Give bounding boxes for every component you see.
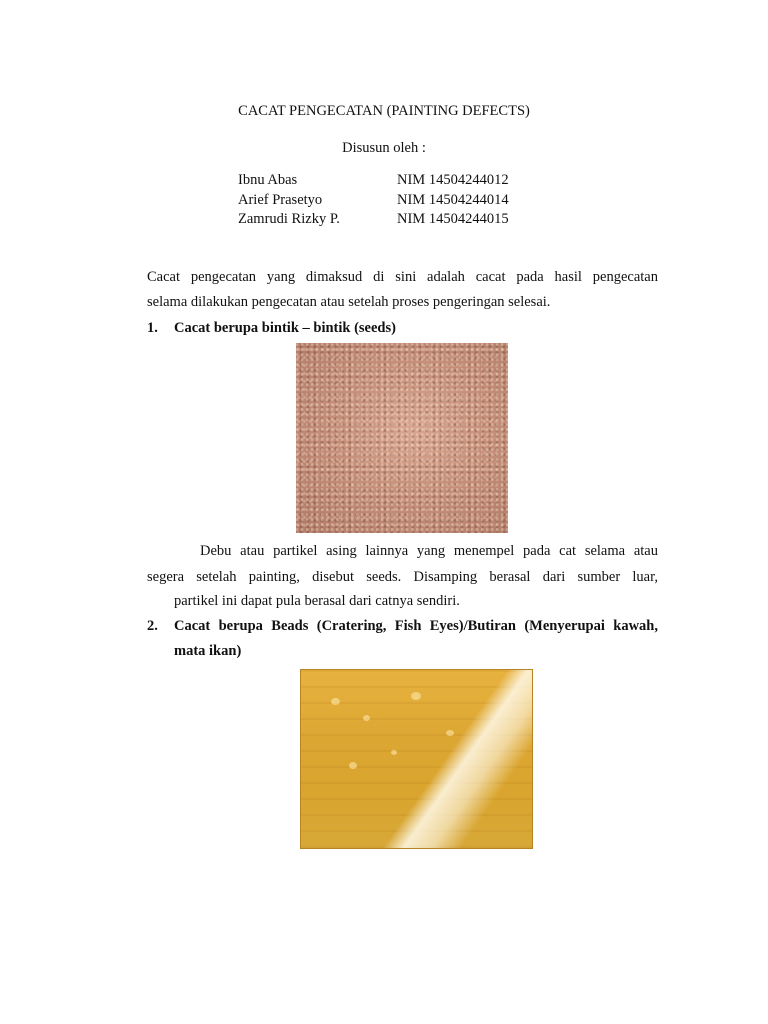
author-nim: NIM 14504244014 <box>397 192 509 208</box>
document-title: CACAT PENGECATAN (PAINTING DEFECTS) <box>238 103 530 119</box>
author-row <box>238 172 578 194</box>
intro-line: Cacat pengecatan yang dimaksud di sini adalah cacat pada hasil pengecatan <box>147 269 658 285</box>
author-row <box>238 211 578 233</box>
section-body-line: partikel ini dapat pula berasal dari catnya sendiri. <box>174 593 460 609</box>
section-body-line: segera setelah painting, disebut seeds. Disamping berasal dari sumber luar, <box>147 569 658 585</box>
section-heading: Cacat berupa bintik – bintik (seeds) <box>174 320 396 336</box>
bead-spot <box>349 762 357 769</box>
intro-line: selama dilakukan pengecatan atau setelah proses pengeringan selesai. <box>147 294 551 310</box>
prepared-by-label: Disusun oleh : <box>342 140 426 156</box>
bead-spot <box>363 715 370 721</box>
author-name: Zamrudi Rizky P. <box>238 211 340 227</box>
bead-spot <box>391 750 397 755</box>
section-heading: Cacat berupa Beads (Cratering, Fish Eyes)/Butiran (Menyerupai kawah, <box>174 618 658 634</box>
bead-spot <box>331 698 340 705</box>
bead-spot <box>411 692 421 700</box>
section-body-line: Debu atau partikel asing lainnya yang menempel pada cat selama atau <box>200 543 658 559</box>
author-name: Ibnu Abas <box>238 172 298 188</box>
author-nim: NIM 14504244012 <box>397 172 509 188</box>
author-nim: NIM 14504244015 <box>397 211 509 227</box>
section-heading: mata ikan) <box>174 643 242 659</box>
beads-defect-image <box>300 669 533 849</box>
author-name: Arief Prasetyo <box>238 192 323 208</box>
bead-spot <box>446 730 454 736</box>
section-number: 2. <box>147 618 158 634</box>
seeds-defect-image <box>296 343 508 533</box>
section-number: 1. <box>147 320 158 336</box>
